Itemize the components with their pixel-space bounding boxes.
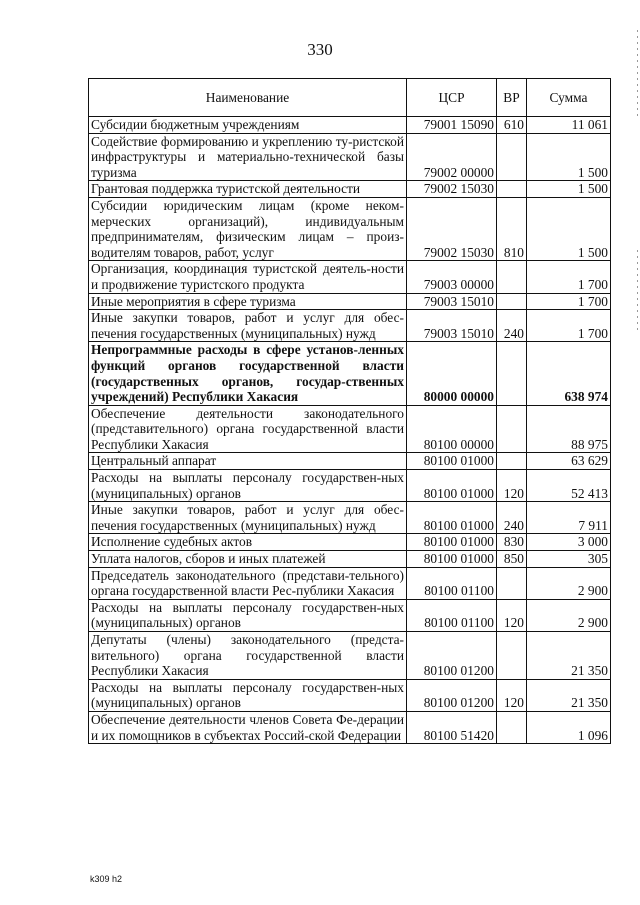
cell-vr: 240	[497, 310, 527, 342]
cell-sum: 1 500	[527, 197, 611, 260]
cell-name: Расходы на выплаты персоналу государствен-ных (муниципальных) органов	[89, 470, 407, 502]
cell-name: Обеспечение деятельности законодательного (представительного) органа государственной власти Республики Хакасия	[89, 405, 407, 453]
cell-csr: 80100 01000	[407, 470, 497, 502]
cell-sum: 2 900	[527, 599, 611, 631]
cell-csr: 80000 00000	[407, 342, 497, 405]
cell-sum: 21 350	[527, 679, 611, 711]
cell-name: Председатель законодательного (представи-тельного) органа государственной власти Рес-публики Хакасия	[89, 567, 407, 599]
cell-name: Непрограммные расходы в сфере установ-ленных функций органов государственной власти (государственных органов, государ-ственных учреждений) Республики Хакасия	[89, 342, 407, 405]
cell-vr	[497, 453, 527, 470]
cell-csr: 79002 15030	[407, 197, 497, 260]
cell-sum: 1 096	[527, 711, 611, 743]
cell-sum: 52 413	[527, 470, 611, 502]
cell-name: Исполнение судебных актов	[89, 534, 407, 551]
cell-name: Грантовая поддержка туристской деятельности	[89, 181, 407, 198]
cell-vr	[497, 261, 527, 293]
cell-name: Депутаты (члены) законодательного (предста-вительного) органа государственной власти Республики Хакасия	[89, 632, 407, 680]
header-csr: ЦСР	[407, 79, 497, 117]
header-sum: Сумма	[527, 79, 611, 117]
cell-sum: 305	[527, 551, 611, 568]
page-number: 330	[307, 40, 333, 59]
cell-vr	[497, 293, 527, 310]
cell-vr: 830	[497, 534, 527, 551]
table-row	[89, 711, 611, 743]
cell-vr: 120	[497, 470, 527, 502]
table-row	[89, 599, 611, 631]
table-row	[89, 453, 611, 470]
cell-sum: 21 350	[527, 632, 611, 680]
cell-vr: 120	[497, 599, 527, 631]
cell-csr: 79003 15010	[407, 310, 497, 342]
cell-sum: 11 061	[527, 117, 611, 134]
cell-vr	[497, 567, 527, 599]
cell-csr: 79002 00000	[407, 133, 497, 181]
cell-sum: 1 500	[527, 133, 611, 181]
cell-csr: 79003 15010	[407, 293, 497, 310]
cell-vr	[497, 632, 527, 680]
table-row	[89, 310, 611, 342]
table-row	[89, 117, 611, 134]
footer-code: k309 h2	[90, 874, 123, 884]
cell-csr: 80100 01100	[407, 567, 497, 599]
cell-sum: 63 629	[527, 453, 611, 470]
margin-scan-mark	[637, 30, 638, 120]
cell-sum: 7 911	[527, 502, 611, 534]
cell-sum: 88 975	[527, 405, 611, 453]
cell-name: Иные закупки товаров, работ и услуг для обес-печения государственных (муниципальных) нужд	[89, 310, 407, 342]
cell-csr: 79001 15090	[407, 117, 497, 134]
cell-csr: 80100 01000	[407, 551, 497, 568]
cell-vr: 810	[497, 197, 527, 260]
cell-sum: 638 974	[527, 342, 611, 405]
cell-csr: 80100 51420	[407, 711, 497, 743]
cell-sum: 1 700	[527, 261, 611, 293]
cell-name: Содействие формированию и укреплению ту-ристской инфраструктуры и материально-технической базы туризма	[89, 133, 407, 181]
table-row	[89, 551, 611, 568]
cell-name: Субсидии юридическим лицам (кроме неком-мерческих организаций), индивидуальным предпринимателям, физическим лицам – произ-водителям товаров, работ, услуг	[89, 197, 407, 260]
margin-scan-mark	[637, 250, 638, 330]
cell-csr: 80100 01200	[407, 632, 497, 680]
cell-csr: 79003 00000	[407, 261, 497, 293]
cell-vr: 240	[497, 502, 527, 534]
cell-name: Субсидии бюджетным учреждениям	[89, 117, 407, 134]
cell-vr	[497, 342, 527, 405]
table-row	[89, 197, 611, 260]
cell-name: Центральный аппарат	[89, 453, 407, 470]
cell-csr: 80100 01100	[407, 599, 497, 631]
cell-name: Организация, координация туристской деятель-ности и продвижение туристского продукта	[89, 261, 407, 293]
cell-sum: 1 500	[527, 181, 611, 198]
cell-vr	[497, 711, 527, 743]
table-row	[89, 534, 611, 551]
cell-csr: 80100 01000	[407, 534, 497, 551]
budget-table	[88, 78, 611, 744]
table-row	[89, 181, 611, 198]
cell-csr: 80100 00000	[407, 405, 497, 453]
cell-csr: 79002 15030	[407, 181, 497, 198]
table-row	[89, 133, 611, 181]
cell-sum: 1 700	[527, 310, 611, 342]
cell-vr	[497, 181, 527, 198]
table-row	[89, 342, 611, 405]
cell-csr: 80100 01200	[407, 679, 497, 711]
table-row	[89, 632, 611, 680]
cell-vr: 850	[497, 551, 527, 568]
cell-sum: 2 900	[527, 567, 611, 599]
cell-name: Иные закупки товаров, работ и услуг для обес-печения государственных (муниципальных) нужд	[89, 502, 407, 534]
cell-vr: 120	[497, 679, 527, 711]
cell-name: Расходы на выплаты персоналу государствен-ных (муниципальных) органов	[89, 679, 407, 711]
cell-name: Расходы на выплаты персоналу государствен-ных (муниципальных) органов	[89, 599, 407, 631]
table-row	[89, 470, 611, 502]
cell-name: Уплата налогов, сборов и иных платежей	[89, 551, 407, 568]
table-row	[89, 405, 611, 453]
cell-vr	[497, 133, 527, 181]
cell-name: Обеспечение деятельности членов Совета Фе-дерации и их помощников в субъектах Россий-ской Федерации	[89, 711, 407, 743]
cell-sum: 1 700	[527, 293, 611, 310]
table-row	[89, 261, 611, 293]
header-name: Наименование	[89, 79, 407, 117]
cell-sum: 3 000	[527, 534, 611, 551]
table-row	[89, 567, 611, 599]
header-vr: ВР	[497, 79, 527, 117]
table-row	[89, 502, 611, 534]
cell-vr	[497, 405, 527, 453]
table-header-row	[89, 79, 611, 117]
table-row	[89, 679, 611, 711]
cell-name: Иные мероприятия в сфере туризма	[89, 293, 407, 310]
cell-csr: 80100 01000	[407, 453, 497, 470]
table-row	[89, 293, 611, 310]
cell-csr: 80100 01000	[407, 502, 497, 534]
cell-vr: 610	[497, 117, 527, 134]
